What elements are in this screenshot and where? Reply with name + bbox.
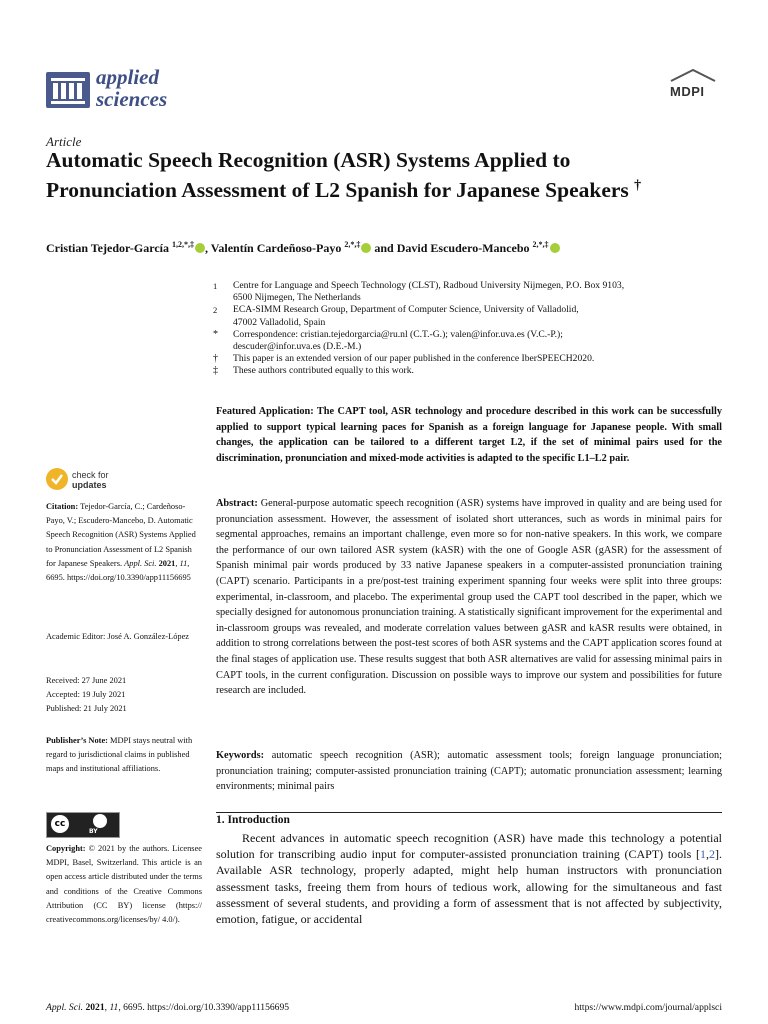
abstract: Abstract: General-purpose automatic speech recognition (ASR) systems have improved in quality and are being used for pronunciation assessment. However, the assessment of isolated short utterances, such as words in minimal pairs for segmental approaches, remains an important challenge, even more so for non-native speakers. In this work, we compare the performance of our own tailored ASR system (kASR) with the one of Google ASR (gASR) for the assessment of Spanish minimal pair words produced by 33 native Japanese speakers in a computer-assisted pronunciation training (CAPT) scenario. Participants in a pre/post-test training experiment spanning four weeks were split into three groups: experimental, in-classroom, and placebo. The experimental group used the CAPT tool described in the paper, which we specially designed for autonomous pronunciation training. A statistically significant improvement for the experimental and in-classroom groups was revealed, and moderate correlation values between gASR and kASR results were obtained, in addition to strong correlations between the post-test scores of both ASR systems and the CAPT application scores found at the final stages of application use. These results suggest that both ASR alternatives are valid for assessing minimal pairs in CAPT tools, in the current configuration. Discussion on possible ways to improve our system and possibilities for future research are included. (216, 498, 722, 697)
page-footer (46, 1002, 722, 1013)
featured-application: Featured Application: The CAPT tool, ASR technology and procedure described in this work can be successfully applied to support typical learning paces for Spanish as a foreign language for Japanese people. With small changes, the application can be tailored to a different target L2, if the set of minimal pairs used for the discrimination, pronunciation and mixed-mode activities is adapted to the specific L1–L2 pair. (216, 406, 722, 464)
author-name: Valentín Cardeñoso-Payo (210, 241, 342, 255)
affiliations: 1 Centre for Language and Speech Technology (CLST), Radboud University Nijmegen, P.O. Box 9103, 6500 Nijmegen, The Netherlands 2 ECA-SIMM Research Group, Department of Computer Science, University of Valladolid, 47002 Valladolid, Spain * Correspondence: cristian.tejedorgarcia@ru.nl (C.T.-G.); valen@infor.uva.es (V.C.-P.); descuder@infor.uva.es (D.E.-M.) † This paper is an extended version of our paper published in the conference IberSPEECH2020. ‡ These authors contributed equally to this work. (213, 280, 625, 377)
journal-url-link[interactable]: https://www.mdpi.com/journal/applsci (574, 1002, 722, 1013)
journal-logo (46, 72, 90, 108)
section-title: 1. Introduction (216, 814, 290, 826)
mdpi-roof-icon (667, 68, 719, 82)
citation: Citation: Tejedor-García, C.; Cardeñoso-Payo, V.; Escudero-Mancebo, D. Automatic Speech Recognition (ASR) Systems Applied to Pronunciation Assessment of L2 Spanish for Japanese Speakers. Appl. Sci. 2021, 11, 6695. https://doi.org/10.3390/app11156695 (46, 502, 196, 583)
orcid-icon[interactable] (361, 243, 371, 253)
check-for-updates-button[interactable]: check for updates (46, 468, 146, 498)
creative-commons-icon: cc (51, 815, 69, 833)
journal-name: applied sciences (96, 65, 168, 111)
section-divider (216, 812, 722, 813)
publisher-logo: MDPI (667, 80, 719, 102)
introduction-paragraph: Recent advances in automatic speech recognition (ASR) have made this technology a potential solution for transcribing audio input for computer-assisted pronunciation training (CAPT) tools [1,2]. Available ASR technology, properly adapted, might help human instructors with pronunciation assessment tasks, freeing them from hours of tedious work, allowing for the simultaneous and fast assessment of several students, and providing a form of assessment that is not affected by subjectivity, emotion, fatigue, or accidental (216, 831, 722, 927)
publisher-note: Publisher’s Note: MDPI stays neutral with regard to jurisdictional claims in published maps and institutional affiliations. (46, 736, 193, 774)
checkmark-icon (46, 468, 68, 490)
keywords: Keywords: automatic speech recognition (ASR); automatic assessment tools; foreign language pronunciation; pronunciation training; computer-assisted pronunciation training (CAPT); automatic pronunciation assessment; learning environments; minimal pairs (216, 750, 722, 793)
author-list: Cristian Tejedor-García $^{1,2,*,\ddagger}$ , Valentín Cardeñoso-Payo $^{2,*,\ddagger}$ and David Escudero-Mancebo $^{2,*,\ddagger}$ (46, 240, 736, 256)
article-type: Article (46, 134, 82, 149)
reference-link[interactable]: 1 (700, 847, 706, 862)
dates: Received: 27 June 2021 Accepted: 19 July 2021 Published: 21 July 2021 (46, 676, 127, 714)
page-title: Automatic Speech Recognition (ASR) Systems Applied to Pronunciation Assessment of L2 Spanish for Japanese Speakers † (46, 148, 642, 203)
orcid-icon[interactable] (195, 243, 205, 253)
reference-link[interactable]: 2 (709, 847, 715, 862)
author-name: David Escudero-Mancebo (396, 241, 530, 255)
author-name: Cristian Tejedor-García (46, 241, 169, 255)
copyright: Copyright: © 2021 by the authors. Licensee MDPI, Basel, Switzerland. This article is an open access article distributed under the terms and conditions of the Creative Commons Attribution (CC BY) license (https:// creativecommons.org/licenses/by/ 4.0/). (46, 844, 203, 925)
footer-citation: Appl. Sci. 2021, 11, 6695. https://doi.org/10.3390/app11156695 (46, 1002, 290, 1013)
orcid-icon[interactable] (550, 243, 560, 253)
person-icon (93, 814, 107, 828)
cc-by-license-badge[interactable]: cc BY (46, 812, 120, 838)
academic-editor: Academic Editor: José A. González-López (46, 632, 190, 641)
